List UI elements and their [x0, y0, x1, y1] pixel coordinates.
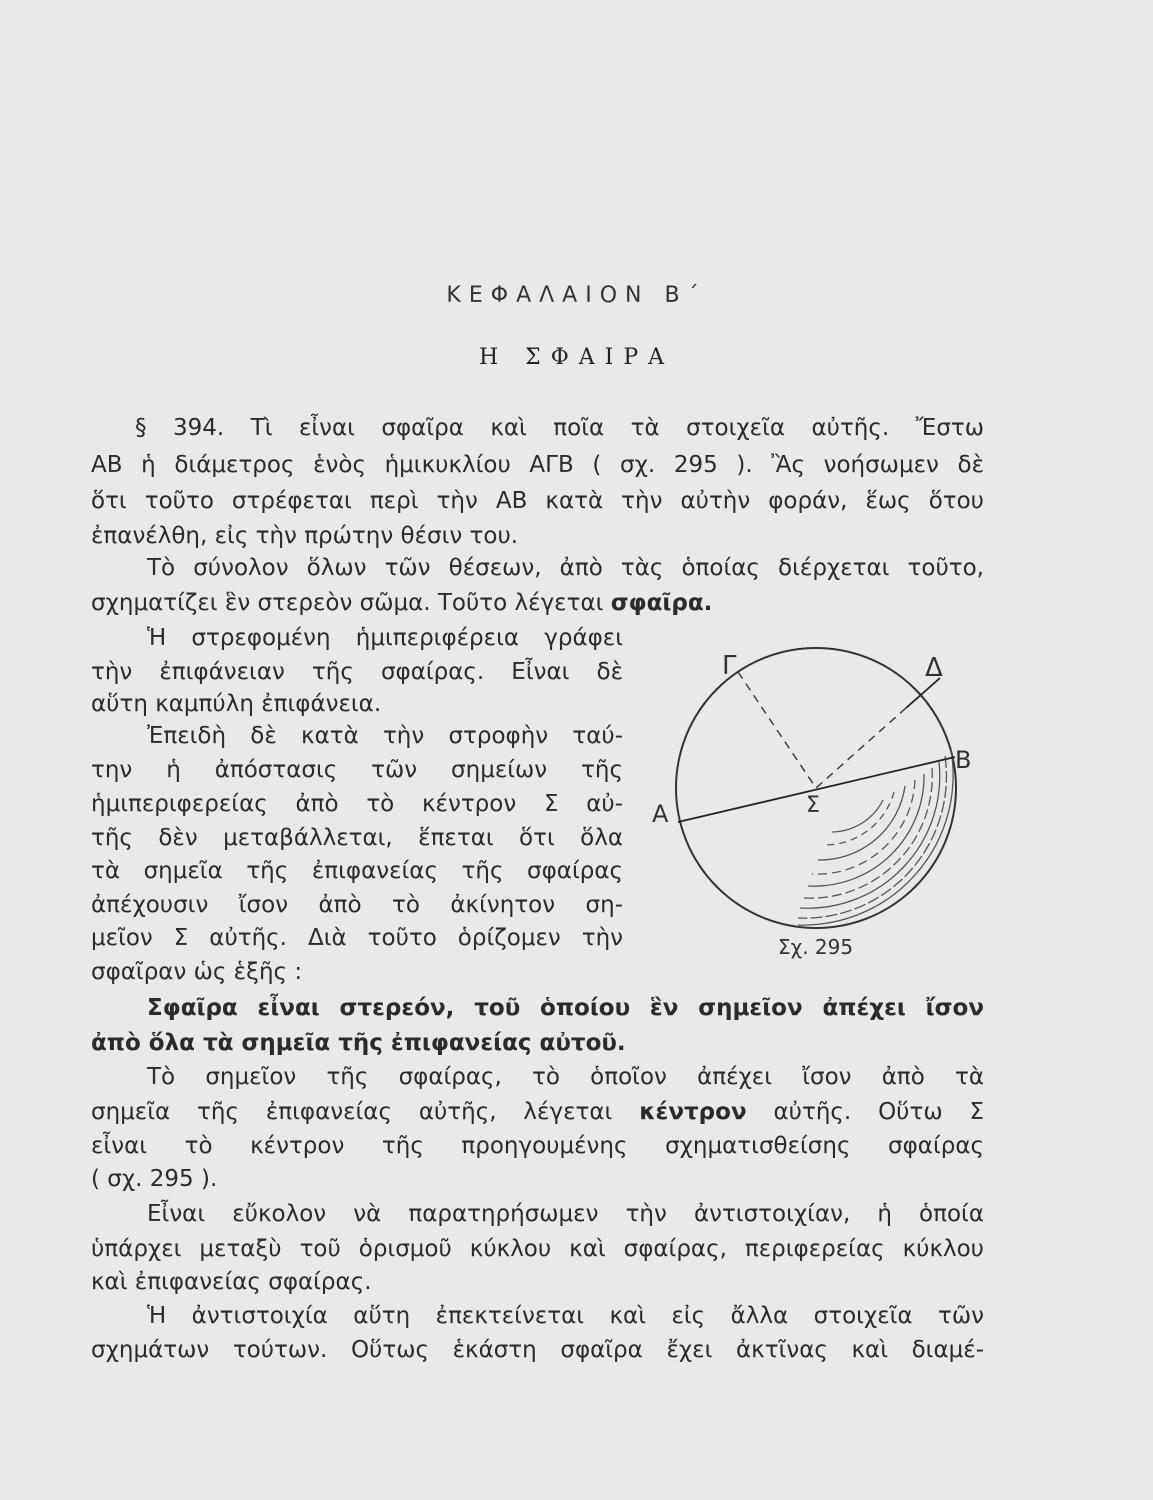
text-line: ΑΒ ἡ διάμετρος ἑνὸς ἡμικυκλίου ΑΓΒ ( σχ. 295 ). Ἂς νοήσωμεν δὲ: [91, 452, 984, 478]
radius-gamma: [738, 672, 816, 788]
chapter-heading: ΚΕΦΑΛΑΙΟΝ Β΄: [446, 283, 707, 308]
text-line: εἶναι τὸ κέντρον τῆς προηγουμένης σχηματισθείσης σφαίρας: [91, 1133, 984, 1159]
text-line: την ἡ ἀπόστασις τῶν σημείων τῆς: [91, 757, 623, 783]
section-number: § 394.: [135, 415, 225, 441]
label-delta: Δ: [925, 653, 943, 683]
text-line: τὰ σημεῖα τῆς ἐπιφανείας τῆς σφαίρας: [91, 858, 623, 884]
definition-text: Σφαῖρα εἶναι στερεόν, τοῦ ὁποίου ἓν σημεῖον ἀπέχει ἴσον: [147, 995, 984, 1021]
text-line: ἀπέχουσιν ἴσον ἀπὸ τὸ ἀκίνητον ση-: [91, 892, 623, 918]
text-line: Τὸ σύνολον ὅλων τῶν θέσεων, ἀπὸ τὰς ὁποίας διέρχεται τοῦτο,: [147, 555, 984, 581]
section-heading: Τὶ εἶναι σφαῖρα καὶ ποῖα τὰ στοιχεῖα αὐτῆς.: [250, 415, 890, 441]
label-sigma: Σ: [806, 793, 820, 818]
text-line: ὅτι τοῦτο στρέφεται περὶ τὴν ΑΒ κατὰ τὴν αὐτὴν φοράν, ἕως ὅτου: [91, 488, 984, 514]
text-line: ἐπανέλθη, εἰς τὴν πρώτην θέσιν του.: [91, 523, 519, 549]
definition-line: [91, 1027, 626, 1059]
text-line: αὕτη καμπύλη ἐπιφάνεια.: [91, 691, 382, 717]
term-sphere: σφαῖρα.: [610, 590, 713, 616]
text-line: σχημάτων τούτων. Οὕτως ἑκάστη σφαῖρα ἔχει ἀκτῖνας καὶ διαμέ-: [91, 1337, 984, 1363]
text-line: μεῖον Σ αὐτῆς. Διὰ τοῦτο ὁρίζομεν τὴν: [91, 925, 623, 951]
text-line: Εἶναι εὔκολον νὰ παρατηρήσωμεν τὴν ἀντιστοιχίαν, ἡ ὁποία: [147, 1201, 984, 1227]
text-line: ἡμιπεριφερείας ἀπὸ τὸ κέντρον Σ αὐ-: [91, 791, 623, 817]
sphere-diagram: [648, 640, 988, 970]
text-line: ὑπάρχει μεταξὺ τοῦ ὁρισμοῦ κύκλου καὶ σφαίρας, περιφερείας κύκλου: [91, 1236, 984, 1262]
radius-delta: [816, 708, 906, 788]
text-line: Ἔστω: [915, 415, 985, 441]
definition-line: [147, 992, 984, 1024]
text-span: αὐτῆς. Οὕτω Σ: [773, 1099, 985, 1125]
section-heading-line: [135, 412, 984, 444]
page-title: Η ΣΦΑΙΡΑ: [478, 345, 675, 370]
text-line: τῆς δὲν μεταβάλλεται, ἕπεται ὅτι ὅλα: [91, 825, 623, 851]
label-gamma: Γ: [722, 651, 737, 681]
definition-text: ἀπὸ ὅλα τὰ σημεῖα τῆς ἐπιφανείας αὐτοῦ.: [91, 1030, 626, 1056]
text-line: Τὸ σημεῖον τῆς σφαίρας, τὸ ὁποῖον ἀπέχει ἴσον ἀπὸ τὰ: [147, 1064, 984, 1090]
text-line: [91, 587, 712, 619]
text-line: ( σχ. 295 ).: [91, 1166, 218, 1192]
text-line: Ἡ στρεφομένη ἡμιπεριφέρεια γράφει: [147, 625, 623, 651]
text-line: καὶ ἐπιφανείας σφαίρας.: [91, 1269, 372, 1295]
text-line: Ἡ ἀντιστοιχία αὕτη ἐπεκτείνεται καὶ εἰς ἄλλα στοιχεῖα τῶν: [147, 1303, 984, 1329]
text-line: [91, 1096, 984, 1128]
label-alpha: Α: [652, 800, 669, 828]
figure-caption: Σχ. 295: [778, 935, 854, 959]
text-span: σημεῖα τῆς ἐπιφανείας αὐτῆς, λέγεται: [91, 1099, 613, 1125]
label-beta: Β: [955, 746, 972, 774]
term-center: κέντρον: [639, 1099, 747, 1125]
text-line: τὴν ἐπιφάνειαν τῆς σφαίρας. Εἶναι δὲ: [91, 659, 623, 685]
text-line: Ἐπειδὴ δὲ κατὰ τὴν στροφὴν ταύ-: [147, 723, 623, 749]
text-span: σχηματίζει ἓν στερεὸν σῶμα. Τοῦτο λέγεται: [91, 590, 604, 616]
text-line: σφαῖραν ὡς ἑξῆς :: [91, 959, 303, 985]
